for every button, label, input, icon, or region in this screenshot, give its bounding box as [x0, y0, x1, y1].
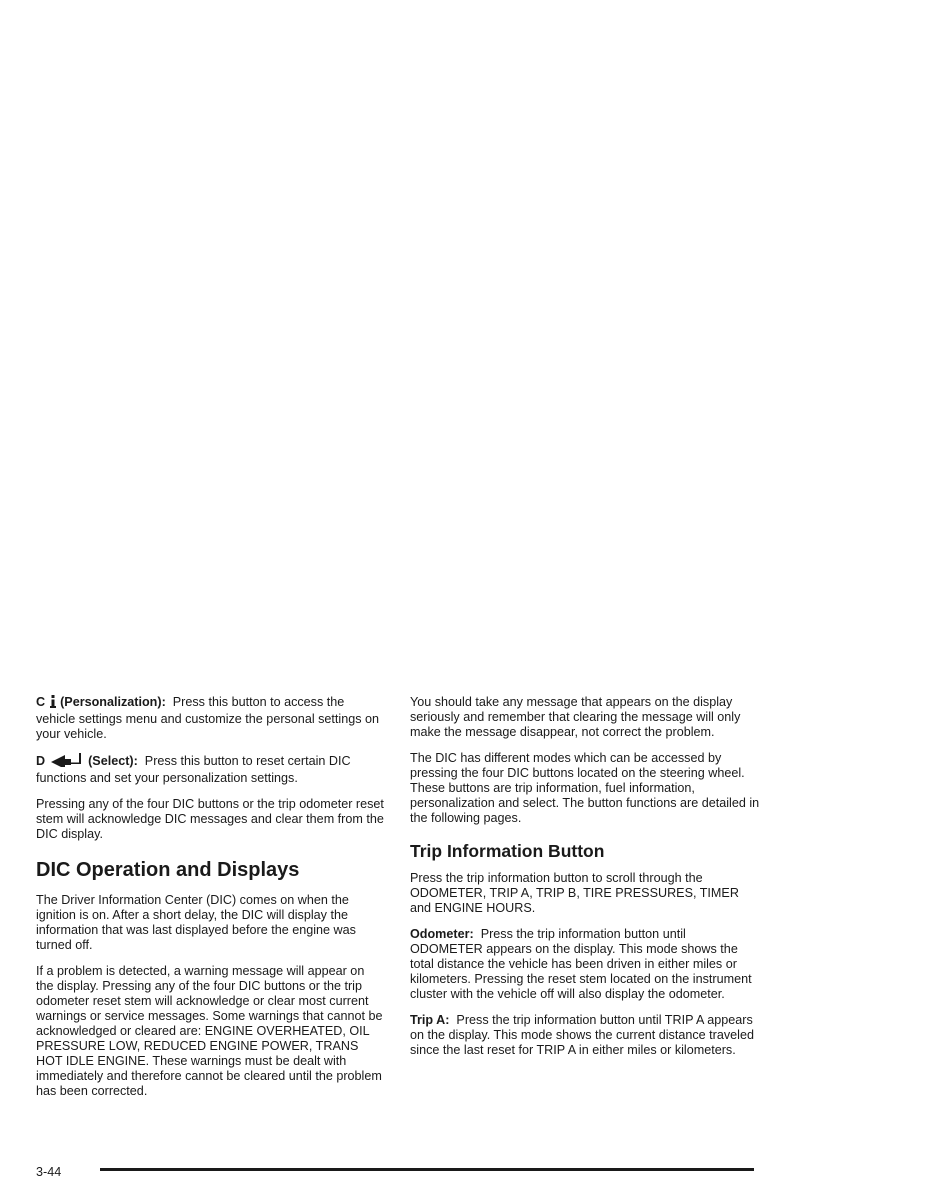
trip-scroll-paragraph: Press the trip information button to scroll through the ODOMETER, TRIP A, TRIP B, TIRE PRESSURES, TIMER and ENGINE HOURS. [410, 871, 739, 915]
warnings-paragraph: If a problem is detected, a warning message will appear on the display. Pressing any of the four DIC buttons or the trip odometer reset stem will acknowledge or clear most current warnings or service messages. Some warnings that cannot be acknowledged or cleared are: ENGINE OVERHEATED, OIL PRESSURE LOW, REDUCED ENGINE POWER, TRANS HOT IDLE ENGINE. These warnings must be dealt with immediately and therefore cannot be cleared until the problem has been corrected. [36, 964, 383, 1098]
dic-operation-heading: DIC Operation and Displays [36, 859, 300, 881]
select-label: (Select): [88, 754, 138, 768]
trip-a-paragraph [410, 1013, 760, 1058]
odometer-paragraph [410, 927, 760, 1002]
footer-rule [100, 1168, 754, 1171]
right-column [410, 695, 760, 1069]
message-warning-paragraph: You should take any message that appears on the display seriously and remember that clearing the message will only make the message disappear, not correct the problem. [410, 695, 741, 739]
trip-information-heading: Trip Information Button [410, 841, 605, 861]
odometer-label: Odometer: [410, 927, 474, 941]
select-paragraph [36, 753, 384, 786]
button-letter-c: C [36, 695, 46, 709]
trip-a-text: Press the trip information button until TRIP A appears on the display. This mode shows the current distance traveled since the last reset for TRIP A in either miles or kilometers. [410, 1013, 754, 1057]
dic-modes-paragraph: The DIC has different modes which can be accessed by pressing the four DIC buttons located on the steering wheel. These buttons are trip information, fuel information, personalization and select. The button functions are detailed in the following pages. [410, 751, 760, 825]
personalization-paragraph [36, 695, 384, 742]
enter-arrow-icon [49, 753, 85, 771]
left-column [36, 695, 384, 1110]
button-letter-d: D [36, 754, 46, 768]
odometer-text: Press the trip information button until ODOMETER appears on the display. This mode shows the total distance the vehicle has been driven in either miles or kilometers. Pressing the reset stem located on the instrument cluster with the vehicle off will also display the odometer. [410, 927, 752, 1001]
dic-intro-paragraph: The Driver Information Center (DIC) comes on when the ignition is on. After a short delay, the DIC will display the information that was last displayed before the engine was turned off. [36, 893, 356, 952]
personalization-text: Press this button to access the vehicle settings menu and customize the personal settings on your vehicle. [36, 695, 380, 741]
page-number: 3-44 [36, 1165, 62, 1179]
personalization-label: (Personalization): [60, 695, 166, 709]
select-text: Press this button to reset certain DIC functions and set your personalization settings. [36, 754, 351, 785]
info-icon [49, 695, 57, 712]
dic-buttons-paragraph: Pressing any of the four DIC buttons or the trip odometer reset stem will acknowledge DIC messages and clear them from the DIC display. [36, 797, 384, 841]
trip-a-label: Trip A: [410, 1013, 450, 1027]
